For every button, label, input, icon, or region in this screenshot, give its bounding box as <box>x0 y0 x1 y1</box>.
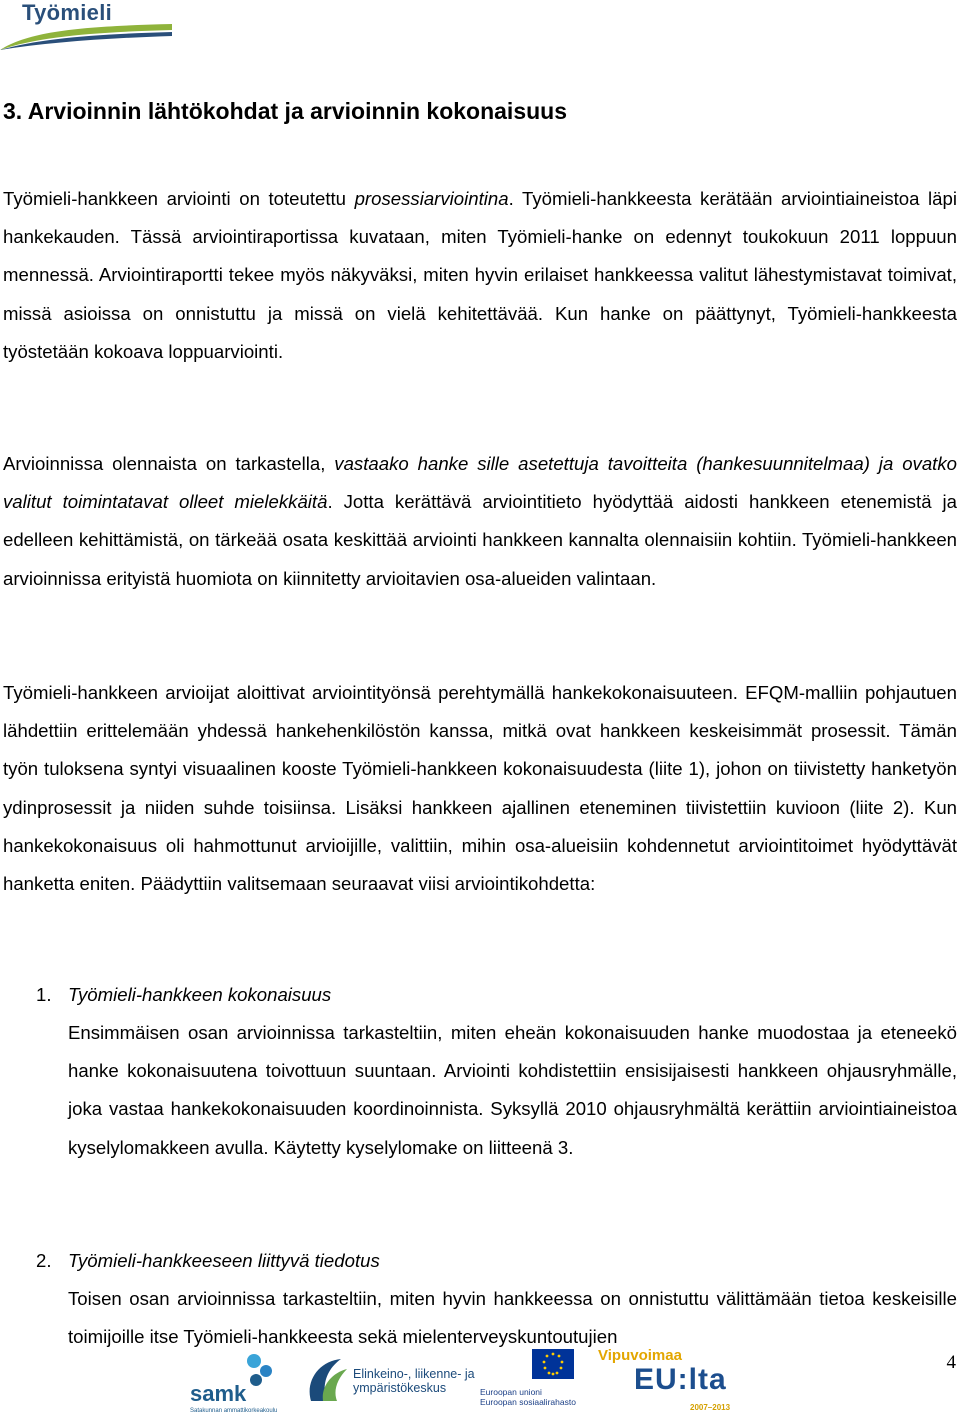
samk-logo <box>190 1353 280 1413</box>
paragraph-1-start: Työmieli-hankkeen arviointi on toteutettu <box>3 188 355 209</box>
samk-text: samk <box>190 1381 247 1406</box>
list-item-heading <box>36 976 331 1014</box>
eu-logo <box>480 1349 590 1411</box>
list-item-number: 1. <box>36 984 52 1005</box>
ely-text <box>353 1367 475 1395</box>
list-item-body: Toisen osan arvioinnissa tarkasteltiin, miten hyvin hankkeessa on onnistuttu välittämään tietoa keskeisille toimijoille itse Työmieli-hankkeesta sekä mielenterveyskuntoutujien <box>68 1288 957 1348</box>
ely-logo <box>305 1357 475 1412</box>
list-item-number: 2. <box>36 1250 52 1271</box>
list-item-title: Työmieli-hankkeeseen liittyvä tiedotus <box>68 1250 380 1271</box>
paragraph-1-rest: . Työmieli-hankkeesta kerätään arviointiaineistoa läpi hankekauden. Tässä arviointiraportissa kuvataan, miten Työmieli-hanke on edennyt toukokuun 2011 loppuun mennessä. Arviointiraportti tekee myös näkyväksi, miten hyvin erilaiset hankkeessa valitut lähestymistavat toimivat, missä asioissa on onnistuttu ja missä on vielä kehitettävää. Kun hanke on päättynyt, Työmieli-hankkeesta työstetään kokoava loppuarviointi. <box>3 188 957 362</box>
vipuvoimaa-logo <box>598 1347 738 1413</box>
paragraph-2-start: Arvioinnissa olennaista on tarkastella, <box>3 453 335 474</box>
paragraph-1 <box>3 180 957 371</box>
paragraph-1-emphasis: prosessiarviointina <box>354 188 509 209</box>
eu-line-2: Euroopan sosiaalirahasto <box>480 1397 576 1407</box>
paragraph-2-emphasis: vastaako hanke sille asetettuja tavoitteita (hankesuunnitelmaa) ja ovatko valitut toimintatavat olleet mielekkäitä <box>3 453 957 513</box>
ely-emblem-icon <box>305 1357 349 1405</box>
list-item-title: Työmieli-hankkeen kokonaisuus <box>68 984 332 1005</box>
ely-line-2: ympäristökeskus <box>353 1381 447 1395</box>
eu-text <box>480 1387 576 1407</box>
list-item-heading <box>36 1242 380 1280</box>
footer-logos <box>0 1345 960 1415</box>
paragraph-2 <box>3 445 957 598</box>
samk-subtitle: Satakunnan ammattikorkeakoulu <box>190 1408 278 1414</box>
tyomieli-logo <box>0 0 172 50</box>
vipuvoimaa-years: 2007–2013 <box>690 1403 731 1412</box>
page-number: 4 <box>946 1352 956 1373</box>
vipuvoimaa-eu: EU:lta <box>634 1363 727 1396</box>
list-item-body: Ensimmäisen osan arvioinnissa tarkasteltiin, miten eheän kokonaisuuden hanke muodostaa ja eteneekö hanke kokonaisuutena toivottuun suuntaan. Arviointi kohdistettiin ensisijaisesti hankkeen ohjausryhmälle, joka vastaa hankekokonaisuuden koordinoinnista. Syksyllä 2010 ohjausryhmältä kerättiin arviointiaineistoa kyselylomakkeen avulla. Käytetty kyselylomake on liitteenä 3. <box>68 1022 957 1158</box>
eu-line-1: Euroopan unioni <box>480 1387 542 1397</box>
vipuvoimaa-title: Vipuvoimaa <box>598 1347 682 1364</box>
section-heading: 3. Arvioinnin lähtökohdat ja arvioinnin kokonaisuus <box>3 98 568 124</box>
ely-line-1: Elinkeino-, liikenne- ja <box>353 1367 475 1381</box>
paragraph-2-rest: . Jotta kerättävä arviointitieto hyödyttää aidosti hankkeen etenemistä ja edelleen kehittämistä, on tärkeää osata keskittää arviointi hankkeen kannalta olennaisiin kohtiin. Työmieli-hankkeen arvioinnissa erityistä huomiota on kiinnitetty arvioitavien osa-alueiden valintaan. <box>3 491 957 589</box>
logo-text: Työmieli <box>22 0 113 25</box>
eu-flag-icon <box>532 1349 574 1379</box>
paragraph-3: Työmieli-hankkeen arvioijat aloittivat arviointityönsä perehtymällä hankekokonaisuuteen. EFQM-malliin pohjautuen lähdettiin erittelemään yhdessä hankehenkilöstön kanssa, mitkä ovat hankkeen keskeisimmät prosessit. Tämän työn tuloksena syntyi visuaalinen kooste Työmieli-hankkeen kokonaisuudesta (liite 1), johon on tiivistetty hanketyön ydinprosessit ja niiden suhde toisiinsa. Lisäksi hankkeen ajallinen eteneminen tiivistettiin kuvioon (liite 2). Kun hankekokonaisuus oli hahmottunut arvioijille, valittiin, mihin osa-alueisiin kohdennetut arviointitoimet hyödyttävät hanketta eniten. Päädyttiin valitsemaan seuraavat viisi arviointikohdetta: <box>3 682 957 895</box>
